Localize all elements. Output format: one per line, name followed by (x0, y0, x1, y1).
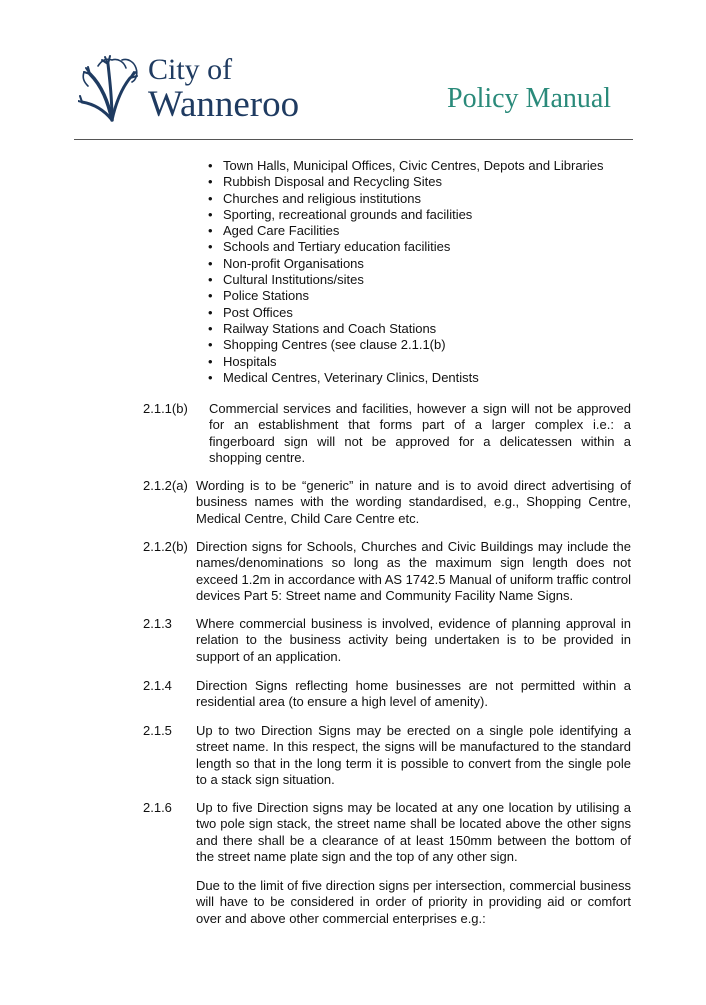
clause-number: 2.1.1(b) (143, 401, 188, 416)
clause-number: 2.1.6 (143, 800, 172, 815)
clause-text: Commercial services and facilities, however a sign will not be approved for an establishment that forms part of a larger complex i.e.: a fingerboard sign will not be approved for a delicatessen within a shopping centre. (209, 401, 631, 465)
clause-2-1-1b (143, 401, 631, 466)
clause-2-1-2b (143, 539, 631, 604)
clause-2-1-4 (143, 678, 631, 711)
clause-text: Where commercial business is involved, evidence of planning approval in relation to the business activity being undertaken is to be provided in support of an application. (196, 616, 631, 664)
list-item: • Hospitals (206, 354, 604, 370)
list-item: • Sporting, recreational grounds and facilities (206, 207, 604, 223)
document-title: Policy Manual (447, 83, 612, 114)
clause-2-1-6 (143, 800, 631, 865)
clause-2-1-3 (143, 616, 631, 665)
list-item: • Town Halls, Municipal Offices, Civic Centres, Depots and Libraries (206, 158, 604, 174)
clause-number: 2.1.3 (143, 616, 172, 631)
list-item: • Aged Care Facilities (206, 223, 604, 239)
city-of-wanneroo-logo (78, 52, 338, 132)
clause-number: 2.1.5 (143, 723, 172, 738)
list-item: • Rubbish Disposal and Recycling Sites (206, 174, 604, 190)
clause-number: 2.1.4 (143, 678, 172, 693)
logo-text-city-of: City of (148, 53, 233, 86)
clause-text: Up to five Direction signs may be located at any one location by utilising a two pole sign stack, the street name shall be located above the other signs and there shall be a clearance of at least 150mm between the bottom of the street name plate sign and the top of any other sign. (196, 800, 631, 864)
list-item: • Schools and Tertiary education facilities (206, 239, 604, 255)
clause-text: Up to two Direction Signs may be erected on a single pole identifying a street name. In this respect, the signs will be manufactured to the standard length so that in the long term it is possible to convert from the single pole to a stack sign situation. (196, 723, 631, 787)
list-item: • Railway Stations and Coach Stations (206, 321, 604, 337)
list-item: • Post Offices (206, 305, 604, 321)
list-item: • Cultural Institutions/sites (206, 272, 604, 288)
clause-text: Direction signs for Schools, Churches and Civic Buildings may include the names/denominations so long as the maximum sign length does not exceed 1.2m in accordance with AS 1742.5 Manual of uniform traffic control devices Part 5: Street name and Community Facility Name Signs. (196, 539, 631, 603)
facility-bullet-list (206, 158, 604, 386)
clause-2-1-5 (143, 723, 631, 788)
clause-2-1-2a (143, 478, 631, 527)
page-header (0, 0, 706, 140)
closing-paragraph: Due to the limit of five direction signs per intersection, commercial business will have to be considered in order of priority in providing aid or comfort over and above other commercial enterprises e.g.: (196, 878, 631, 926)
clause-number: 2.1.2(b) (143, 539, 188, 554)
logo-text-wanneroo: Wanneroo (148, 84, 300, 125)
clause-text: Direction Signs reflecting home businesses are not permitted within a residential area (to ensure a high level of amenity). (196, 678, 631, 710)
clause-number: 2.1.2(a) (143, 478, 188, 493)
list-item: • Non-profit Organisations (206, 256, 604, 272)
clause-text: Wording is to be “generic” in nature and is to avoid direct advertising of business names with the wording standardised, e.g., Shopping Centre, Medical Centre, Child Care Centre etc. (196, 478, 631, 526)
header-divider (74, 139, 633, 140)
list-item: • Churches and religious institutions (206, 191, 604, 207)
list-item: • Shopping Centres (see clause 2.1.1(b) (206, 337, 604, 353)
list-item: • Police Stations (206, 288, 604, 304)
kangaroo-paw-logo-icon (78, 52, 144, 122)
list-item: • Medical Centres, Veterinary Clinics, Dentists (206, 370, 604, 386)
